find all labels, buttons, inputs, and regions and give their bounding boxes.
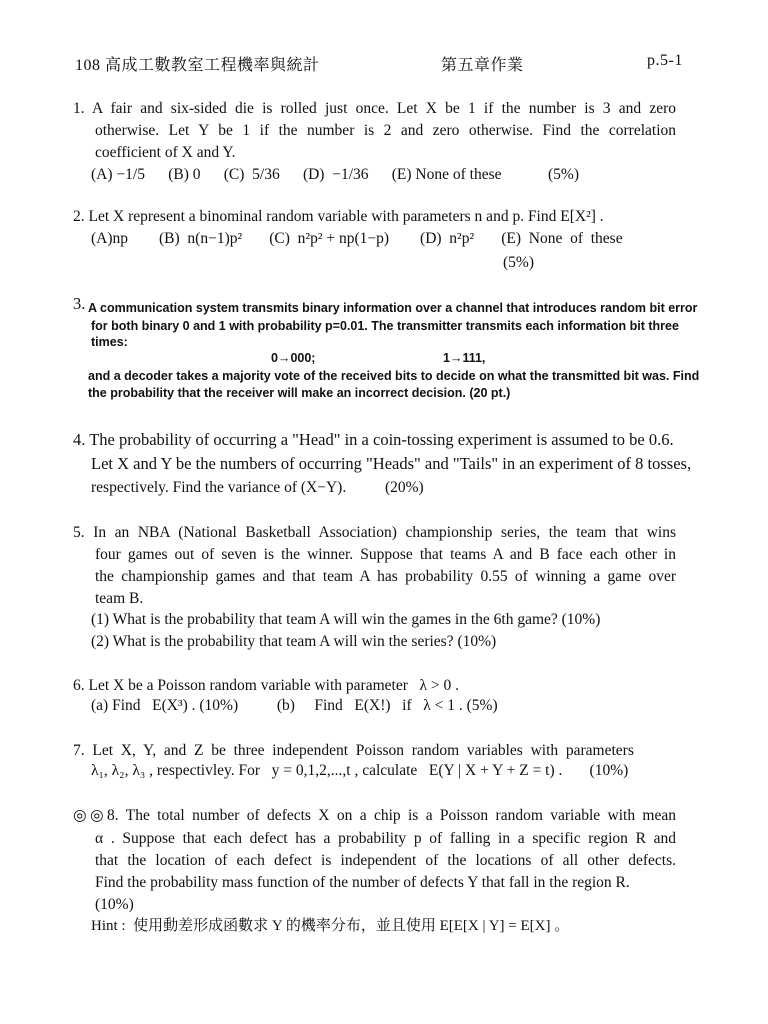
q8-line-5: (10%): [95, 896, 134, 913]
q3-line-3: times:: [91, 335, 128, 349]
q3-number: 3.: [73, 294, 86, 313]
header-chapter-title: 第五章作業: [441, 57, 524, 74]
q5-part-1: (1) What is the probability that team A will win the games in the 6th game? (10%): [91, 611, 601, 628]
q5-line-1: 5. In an NBA (National Basketball Association) championship series, the team that wins: [73, 524, 676, 541]
q1-line-3: coefficient of X and Y.: [95, 144, 236, 161]
q8-line-3: that the location of each defect is independent of the locations of all other defects.: [95, 852, 676, 869]
q2-options: (A)np (B) n(n−1)p² (C) n²p² + np(1−p) (D) n²p² (E) None of these: [91, 230, 623, 247]
q1-line-2: otherwise. Let Y be 1 if the number is 2 and zero otherwise. Find the correlation: [95, 122, 676, 139]
q5-line-4: team B.: [95, 590, 144, 607]
q2-line-1: 2. Let X represent a binominal random variable with parameters n and p. Find E[X²] .: [73, 208, 604, 225]
q3-line-4: and a decoder takes a majority vote of the received bits to decide on what the transmitted bit was. Find: [88, 369, 700, 383]
header-page-number: p.5-1: [647, 52, 683, 69]
q6-line-1: 6. Let X be a Poisson random variable with parameter λ > 0 .: [73, 677, 460, 694]
header-course-title: 108 高成工數教室工程機率與統計: [75, 57, 320, 74]
q7-line-1: 7. Let X, Y, and Z be three independent Poisson random variables with parameters: [73, 742, 634, 759]
q6-line-2: (a) Find E(X³) . (10%) (b) Find E(X!) if λ < 1 . (5%): [91, 697, 498, 714]
q3-mapping-0: 0→000;: [271, 351, 316, 365]
q3-line-1: A communication system transmits binary information over a channel that introduces random bit error: [88, 301, 698, 315]
q2-score: (5%): [503, 254, 534, 271]
q7-line-2: λ₁, λ₂, λ₃ , respectivley. For y = 0,1,2,...,t , calculate E(Y | X + Y + Z = t) . (10%): [91, 762, 629, 779]
q1-line-1: 1. A fair and six-sided die is rolled just once. Let X be 1 if the number is 3 and zero: [73, 100, 676, 117]
q8-line-4: Find the probability mass function of the number of defects Y that fall in the region R.: [95, 874, 630, 891]
q5-part-2: (2) What is the probability that team A will win the series? (10%): [91, 633, 497, 650]
q3-line-2: for both binary 0 and 1 with probability p=0.01. The transmitter transmits each information bit three: [91, 319, 679, 333]
q3-mapping-1: 1→111,: [443, 351, 486, 365]
q4-line-2: Let X and Y be the numbers of occurring "Heads" and "Tails" in an experiment of 8 tosses,: [91, 454, 692, 473]
q4-line-1: 4. The probability of occurring a "Head" in a coin-tossing experiment is assumed to be 0.6.: [73, 430, 674, 449]
q1-options: (A) −1/5 (B) 0 (C) 5/36 (D) −1/36 (E) None of these (5%): [91, 166, 579, 183]
q3-line-5: the probability that the receiver will make an incorrect decision. (20 pt.): [88, 386, 511, 400]
q8-line-1: ◎◎8. The total number of defects X on a chip is a Poisson random variable with mean: [73, 807, 676, 824]
q8-line-2: α . Suppose that each defect has a probability p of falling in a specific region R and: [95, 830, 676, 847]
q5-line-3: the championship games and that team A has probability 0.55 of winning a game over: [95, 568, 676, 585]
q4-line-3: respectively. Find the variance of (X−Y). (20%): [91, 479, 424, 496]
q5-line-2: four games out of seven is the winner. Suppose that teams A and B face each other in: [95, 546, 676, 563]
q8-hint: Hint : 使用動差形成函數求 Y 的機率分布，並且使用 E[E[X | Y] = E[X] 。: [91, 918, 570, 934]
